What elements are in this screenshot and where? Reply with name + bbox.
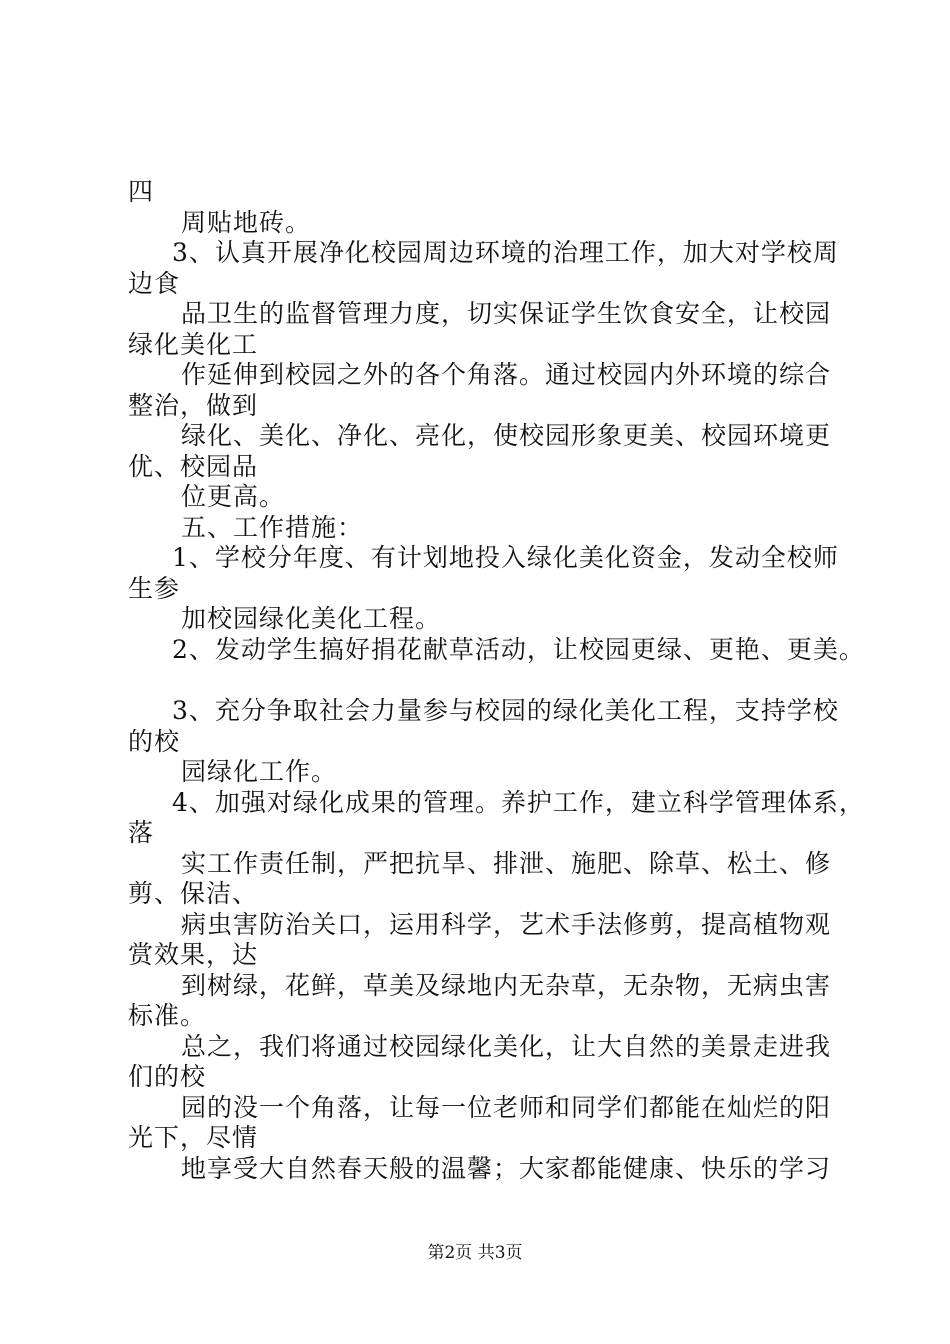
text-line: 光下，尽情 — [128, 1123, 259, 1152]
text-line: 地享受大自然春天般的温馨；大家都能健康、快乐的学习 — [181, 1154, 832, 1183]
text-line: 们的校 — [128, 1062, 207, 1091]
page-footer: 第2页 共3页 — [427, 1243, 523, 1263]
text-line: 总之，我们将通过校园绿化美化，让大自然的美景走进我 — [181, 1032, 832, 1061]
text-line: 2、发动学生搞好捐花献草活动，让校园更绿、更艳、更美。 — [172, 635, 865, 664]
text-line: 4、加强对绿化成果的管理。养护工作，建立科学管理体系， — [172, 788, 865, 817]
text-line: 优、校园品 — [128, 452, 259, 481]
text-line: 加校园绿化美化工程。 — [181, 604, 442, 633]
text-line: 整治，做到 — [128, 391, 259, 420]
text-line: 到树绿，花鲜，草美及绿地内无杂草，无杂物，无病虫害 — [181, 971, 832, 1000]
text-line: 的校 — [128, 727, 181, 756]
text-line: 品卫生的监督管理力度，切实保证学生饮食安全，让校园 — [181, 299, 832, 328]
text-line: 生参 — [128, 574, 181, 603]
text-line: 落 — [128, 818, 155, 847]
text-line: 绿化、美化、净化、亮化，使校园形象更美、校园环境更 — [181, 421, 832, 450]
text-line: 实工作责任制，严把抗旱、排泄、施肥、除草、松土、修 — [181, 849, 832, 878]
text-line: 园的没一个角落，让每一位老师和同学们都能在灿烂的阳 — [181, 1093, 832, 1122]
text-line: 园绿化工作。 — [181, 757, 338, 786]
text-line: 作延伸到校园之外的各个角落。通过校园内外环境的综合 — [181, 360, 832, 389]
text-line: 位更高。 — [181, 482, 286, 511]
text-line: 病虫害防治关口，运用科学，艺术手法修剪，提高植物观 — [181, 910, 832, 939]
text-line: 赏效果，达 — [128, 940, 259, 969]
text-line: 剪、保洁、 — [128, 879, 259, 908]
text-line: 绿化美化工 — [128, 330, 259, 359]
text-line: 3、充分争取社会力量参与校园的绿化美化工程，支持学校 — [172, 696, 839, 725]
text-line: 边食 — [128, 269, 181, 298]
text-line: 周贴地砖。 — [181, 208, 312, 237]
text-line: 五、工作措施： — [181, 513, 364, 542]
text-line: 1、学校分年度、有计划地投入绿化美化资金，发动全校师 — [172, 543, 839, 572]
text-line: 四 — [128, 177, 155, 206]
text-line: 标准。 — [128, 1001, 207, 1030]
text-line: 3、认真开展净化校园周边环境的治理工作，加大对学校周 — [172, 238, 839, 267]
